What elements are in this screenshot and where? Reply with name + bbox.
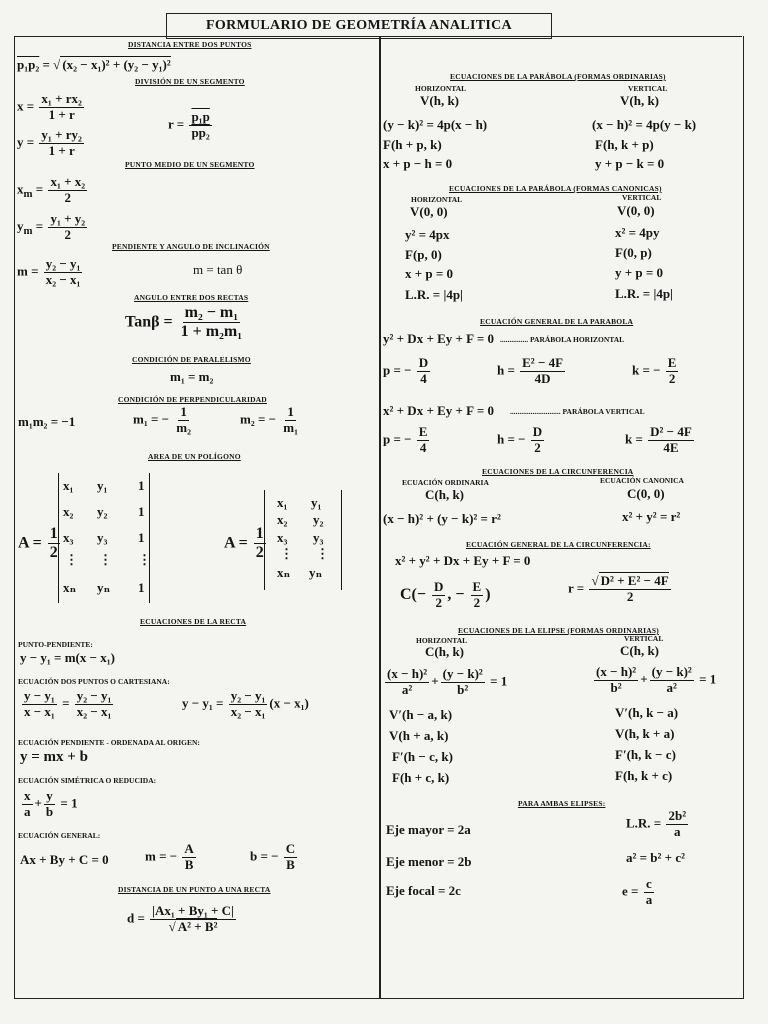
- heading-parabola-ord: ECUACIONES DE LA PARÁBOLA (FORMAS ORDINARIAS): [450, 72, 666, 81]
- label-symmetric: ECUACIÓN SIMÉTRICA O REDUCIDA:: [18, 776, 157, 785]
- circle-center-can: C(0, 0): [627, 486, 665, 501]
- formula-division-y: y = $\frac{\text{y₁ + ry₂}}{1 + r}$: [17, 127, 82, 158]
- heading-both-ellipses: PARA AMBAS ELIPSES:: [518, 799, 606, 808]
- formula-perp-product: m₁m₂ = −1: [18, 414, 76, 429]
- label-circ-ord: ECUACIÓN ORDINARIA: [402, 478, 489, 487]
- parabola-can-v: x² = 4py: [615, 225, 660, 240]
- heading-parabola-can: ECUACIONES DE LA PARÁBOLA (FORMAS CANONICAS): [449, 184, 662, 193]
- ellipse-relation: a² = b² + c²: [626, 850, 686, 865]
- parabola-gen-h-k: k = − $\frac{E}{2}$: [632, 355, 677, 386]
- eje-mayor: Eje mayor = 2a: [386, 822, 471, 837]
- directrix-ord-v: y + p − k = 0: [595, 156, 665, 171]
- circle-ord: (x − h)² + (y − k)² = r²: [383, 511, 501, 526]
- formula-general: Ax + By + C = 0: [20, 852, 109, 867]
- eje-menor: Eje menor = 2b: [386, 854, 472, 869]
- parabola-ord-v: (x − h)² = 4p(y − k): [592, 117, 697, 132]
- parabola-gen-v-h: h = − $\frac{D}{2}$: [497, 424, 543, 455]
- heading-midpoint: PUNTO MEDIO DE UN SEGMENTO: [125, 160, 255, 169]
- latus-v: L.R. = |4p|: [615, 286, 673, 301]
- circle-gen-center: C(− $\frac{D}{2}$ , − $\frac{E}{2}$ ): [400, 579, 491, 610]
- circle-center-ord: C(h, k): [425, 487, 465, 502]
- heading-parabola-gen: ECUACIÓN GENERAL DE LA PARABOLA: [480, 317, 634, 326]
- label-circ-can: ECUACIÓN CANONICA: [600, 476, 684, 485]
- ellipse-h-f1: F′(h − c, k): [392, 749, 453, 764]
- label-horizontal-3: HORIZONTAL: [416, 636, 468, 645]
- parabola-gen-v: x² + Dx + Ey + F = 0: [383, 403, 495, 418]
- heading-perpendicular: CONDICIÓN DE PERPENDICULARIDAD: [118, 395, 267, 404]
- label-horizontal-2: HORIZONTAL: [411, 195, 463, 204]
- formula-midpoint-y: $y_m$ = $\frac{\text{y₁ + y₂}}{2}$: [17, 211, 86, 242]
- area-matrix-2: [264, 490, 342, 590]
- label-point-slope: PUNTO-PENDIENTE:: [18, 640, 93, 649]
- formula-slope-intercept: y = mx + b: [20, 749, 88, 765]
- formula-angle: Tanβ = $\frac{\text{m₂ − m₁}}{\text{1 + m₂m₁}}$: [125, 304, 243, 341]
- formula-midpoint-x: $x_m$ = $\frac{\text{x₁ + x₂}}{2}$: [17, 174, 86, 205]
- formula-two-points: $\frac{\text{y − y₁}}{\text{x − x₁}}$ = $\frac{\text{y₂ − y₁}}{\text{x₂ − x₁}}$: [24, 688, 112, 719]
- formula-two-points-2: y − y₁ = $\frac{\text{y₂ − y₁}}{\text{x₂ − x₁}}$ (x − x₁): [182, 688, 309, 719]
- heading-area: AREA DE UN POLÍGONO: [148, 452, 241, 461]
- formula-division-r: r = $\frac{\text{p₁p}}{\text{pp₂}}$: [168, 109, 210, 140]
- formula-division-x: x = $\frac{\text{x₁ + rx₂}}{1 + r}$: [17, 91, 82, 122]
- label-two-points: ECUACIÓN DOS PUNTOS O CARTESIANA:: [18, 677, 170, 686]
- circle-gen-radius: r = $\frac{\text{√ D² + E² − 4F}}{2}$: [568, 573, 669, 604]
- label-par-vertical: ........................... PARÁBOLA VERTICAL: [510, 407, 645, 416]
- heading-parallel: CONDICIÓN DE PARALELISMO: [132, 355, 251, 364]
- focus-can-h: F(p, 0): [405, 247, 442, 262]
- formula-parallel: m₁ = m₂: [170, 369, 214, 384]
- ellipse-center-v: C(h, k): [620, 643, 660, 658]
- formula-distance: p₁p₂ = √ (x₂ − x₁)² + (y₂ − y₁)²: [17, 57, 171, 72]
- vertex-v-1: V(h, k): [620, 93, 660, 108]
- ellipse-v: $\frac{\text{(x − h)²}}{\text{b²}}$ + $\frac{\text{(y − k)²}}{\text{a²}}$ = 1: [596, 664, 717, 695]
- ellipse-v-f1: F′(h, k − c): [615, 747, 676, 762]
- formula-slope: m = $\frac{\text{y₂ − y₁}}{\text{x₂ − x₁}}$: [17, 256, 81, 287]
- label-vertical-1: VERTICAL: [628, 84, 668, 93]
- parabola-gen-v-p: p = − $\frac{E}{4}$: [383, 424, 428, 455]
- formula-perp-m2: m₂ = − $\frac{1}{\text{m₁}}$: [240, 404, 299, 435]
- formula-perp-m1: m₁ = − $\frac{1}{\text{m₂}}$: [133, 404, 192, 435]
- heading-point-line: DISTANCIA DE UN PUNTO A UNA RECTA: [118, 885, 271, 894]
- directrix-can-h: x + p = 0: [405, 266, 454, 281]
- heading-slope: PENDIENTE Y ANGULO DE INCLINACIÓN: [112, 242, 270, 251]
- heading-division: DIVISIÓN DE UN SEGMENTO: [135, 77, 245, 86]
- circle-can: x² + y² = r²: [622, 509, 681, 524]
- directrix-ord-h: x + p − h = 0: [383, 156, 453, 171]
- parabola-gen-h-p: p = − $\frac{D}{4}$: [383, 355, 429, 386]
- directrix-can-v: y + p = 0: [615, 265, 664, 280]
- formula-point-slope: y − y₁ = m(x − x₁): [20, 650, 116, 665]
- ellipse-v-v2: V(h, k + a): [615, 726, 675, 741]
- column-divider: [379, 36, 381, 998]
- label-vertical-2: VERTICAL: [622, 193, 662, 202]
- ellipse-eccentricity: e = $\frac{c}{a}$: [622, 876, 653, 907]
- ellipse-center-h: C(h, k): [425, 644, 465, 659]
- formula-general-b: b = − $\frac{C}{B}$: [250, 841, 296, 872]
- ellipse-h-v1: V′(h − a, k): [389, 707, 453, 722]
- heading-circle: ECUACIONES DE LA CIRCUNFERENCIA: [482, 467, 634, 476]
- heading-angle: ANGULO ENTRE DOS RECTAS: [134, 293, 249, 302]
- parabola-gen-h-h: h = $\frac{\text{E² − 4F}}{4D}$: [497, 355, 564, 386]
- ellipse-h-f2: F(h + c, k): [392, 770, 450, 785]
- vertex-h-1: V(h, k): [420, 93, 460, 108]
- ellipse-latus: L.R. = $\frac{\text{2b²}}{a}$: [626, 808, 687, 839]
- heading-distance: DISTANCIA ENTRE DOS PUNTOS: [128, 40, 252, 49]
- focus-ord-h: F(h + p, k): [383, 137, 442, 152]
- label-vertical-3: VERTICAL: [624, 634, 664, 643]
- label-slope-intercept: ECUACIÓN PENDIENTE - ORDENADA AL ORIGEN:: [18, 738, 200, 747]
- formula-tan: m = tan θ: [193, 262, 243, 277]
- vertex-can-v: V(0, 0): [617, 203, 655, 218]
- parabola-gen-v-k: k = $\frac{\text{D² − 4F}}{4E}$: [625, 424, 692, 455]
- focus-ord-v: F(h, k + p): [595, 137, 654, 152]
- ellipse-h-v2: V(h + a, k): [389, 728, 449, 743]
- formula-symmetric: $\frac{x}{a}$ + $\frac{y}{b}$ = 1: [24, 788, 78, 819]
- heading-line: ECUACIONES DE LA RECTA: [140, 617, 247, 626]
- latus-h: L.R. = |4p|: [405, 287, 463, 302]
- parabola-ord-h: (y − k)² = 4p(x − h): [383, 117, 488, 132]
- circle-gen: x² + y² + Dx + Ey + F = 0: [395, 553, 531, 568]
- area-prefix-2: A = $\frac{1}{2}$: [224, 525, 264, 562]
- formula-point-line: d = $\frac{\text{|Ax₁ + By₁ + C|}}{\text{√ A² + B²}}$: [127, 903, 234, 934]
- vertex-can-h: V(0, 0): [410, 204, 448, 219]
- label-par-horizontal: ............... PARÁBOLA HORIZONTAL: [500, 335, 625, 344]
- heading-ellipse: ECUACIONES DE LA ELIPSE (FORMAS ORDINARIAS): [458, 626, 659, 635]
- label-horizontal-1: HORIZONTAL: [415, 84, 467, 93]
- ellipse-v-f2: F(h, k + c): [615, 768, 673, 783]
- heading-circle-gen: ECUACIÓN GENERAL DE LA CIRCUNFERENCIA:: [466, 540, 651, 549]
- label-general: ECUACIÓN GENERAL:: [18, 831, 101, 840]
- ellipse-v-v1: V′(h, k − a): [615, 705, 679, 720]
- formula-general-m: m = − $\frac{A}{B}$: [145, 841, 194, 872]
- area-prefix-1: A = $\frac{1}{2}$: [18, 525, 58, 562]
- eje-focal: Eje focal = 2c: [386, 883, 461, 898]
- ellipse-h: $\frac{\text{(x − h)²}}{\text{a²}}$ + $\frac{\text{(y − k)²}}{\text{b²}}$ = 1: [387, 666, 508, 697]
- parabola-can-h: y² = 4px: [405, 227, 450, 242]
- parabola-gen-h: y² + Dx + Ey + F = 0: [383, 331, 495, 346]
- focus-can-v: F(0, p): [615, 245, 652, 260]
- page-title: FORMULARIO DE GEOMETRÍA ANALITICA: [166, 13, 552, 39]
